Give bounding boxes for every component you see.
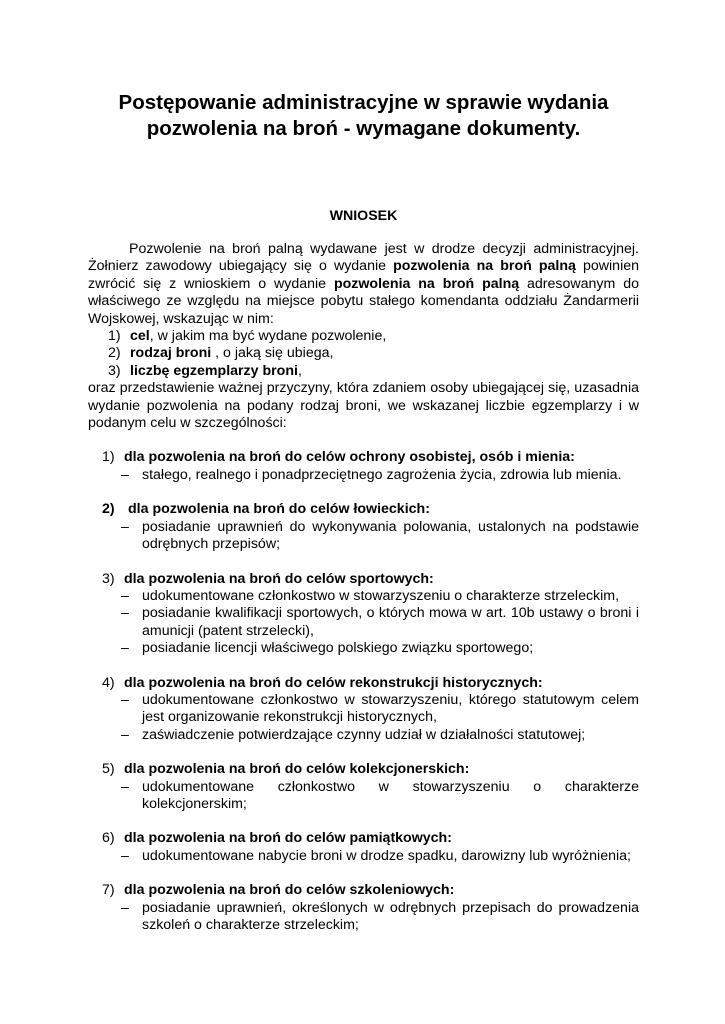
list-item-text: stałego, realnego i ponadprzeciętnego zagrożenia życia, zdrowia lub mienia. bbox=[142, 466, 622, 483]
section-title-text: dla pozwolenia na broń do celów łowieckich: bbox=[128, 501, 430, 518]
purpose-section-title bbox=[88, 830, 639, 847]
item-bold: liczbę egzemplarzy broni bbox=[130, 362, 298, 379]
list-item-text: posiadanie kwalifikacji sportowych, o których mowa w art. 10b ustawy o broni i amunicji (patent strzelecki), bbox=[142, 605, 639, 639]
item-text: , w jakim ma być wydane pozwolenie, bbox=[149, 328, 387, 345]
dash-bullet: – bbox=[121, 605, 129, 622]
purpose-section bbox=[88, 449, 639, 484]
purpose-section bbox=[88, 571, 639, 658]
purpose-section bbox=[88, 675, 639, 745]
intro-paragraph bbox=[88, 241, 639, 328]
list-item-text: posiadanie uprawnień do wykonywania polowania, ustalonych na podstawie odrębnych przepisów; bbox=[142, 518, 639, 553]
list-item bbox=[88, 345, 639, 362]
purpose-section bbox=[88, 501, 639, 553]
after-list-paragraph: oraz przedstawienie ważnej przyczyny, która zdaniem osoby ubiegającej się, uzasadnia wydanie pozwolenia na podany rodzaj broni, we wskazanej liczbie egzemplarzy i w podanym celu w szczególności: bbox=[88, 380, 639, 432]
section-title-text: dla pozwolenia na broń do celów kolekcjonerskich: bbox=[124, 761, 470, 778]
dash-bullet: – bbox=[121, 587, 129, 604]
list-item bbox=[88, 605, 639, 640]
intro-bold-1: pozwolenia na broń palną bbox=[393, 258, 576, 275]
section-number: 4) bbox=[102, 674, 115, 691]
purpose-section-title bbox=[88, 675, 639, 692]
dash-bullet: – bbox=[121, 726, 129, 743]
dash-bullet: – bbox=[121, 899, 129, 916]
requirement-dash-list bbox=[88, 900, 639, 935]
requirements-list bbox=[88, 328, 639, 380]
list-item bbox=[88, 640, 639, 657]
list-item bbox=[88, 779, 639, 814]
section-heading-wniosek: WNIOSEK bbox=[329, 208, 398, 224]
list-item bbox=[88, 519, 639, 554]
dash-bullet: – bbox=[121, 847, 129, 864]
list-item-text: udokumentowane nabycie broni w drodze spadku, darowizny lub wyróżnienia; bbox=[142, 847, 631, 864]
dash-bullet: – bbox=[121, 640, 129, 657]
item-text: , o jaką się ubiega, bbox=[211, 345, 334, 362]
purpose-section-title bbox=[88, 761, 639, 778]
list-item bbox=[88, 467, 639, 484]
document-page bbox=[88, 90, 639, 934]
section-number: 1) bbox=[102, 449, 115, 466]
purpose-sections bbox=[88, 449, 639, 934]
requirement-dash-list bbox=[88, 848, 639, 865]
list-item bbox=[88, 900, 639, 935]
purpose-section-title bbox=[88, 882, 639, 899]
intro-text-1: Pozwolenie na broń palną wydawane jest w drodze decyzji administracyjnej. Żołnierz zawodowy ubiegający się o wydanie bbox=[88, 241, 639, 275]
section-title-text: dla pozwolenia na broń do celów rekonstrukcji historycznych: bbox=[124, 674, 543, 691]
requirement-dash-list bbox=[88, 692, 639, 744]
item-number: 2) bbox=[108, 345, 121, 362]
section-number: 5) bbox=[102, 761, 115, 778]
purpose-section bbox=[88, 882, 639, 934]
requirement-dash-list bbox=[88, 779, 639, 814]
purpose-section-title bbox=[88, 501, 639, 518]
intro-text-2: powinien zwrócić się z wnioskiem o wydanie bbox=[88, 258, 640, 292]
section-number: 6) bbox=[102, 830, 115, 847]
section-title-text: dla pozwolenia na broń do celów szkoleniowych: bbox=[124, 882, 455, 899]
list-item bbox=[88, 363, 639, 380]
requirement-dash-list bbox=[88, 588, 639, 658]
intro-text-3: adresowanym do właściwego ze względu na miejsce pobytu stałego komendanta oddziału Żandarmerii Wojskowej, wskazując w nim: bbox=[88, 275, 639, 327]
item-bold: cel bbox=[130, 328, 150, 345]
list-item-text: posiadanie uprawnień, określonych w odrębnych przepisach do prowadzenia szkoleń o charakterze strzeleckim; bbox=[142, 899, 639, 933]
section-title-text: dla pozwolenia na broń do celów pamiątkowych: bbox=[124, 830, 452, 847]
document-title bbox=[88, 90, 639, 142]
dash-bullet: – bbox=[121, 778, 129, 795]
purpose-section bbox=[88, 830, 639, 865]
list-item bbox=[88, 328, 639, 345]
item-number: 1) bbox=[108, 328, 121, 345]
section-title-text: dla pozwolenia na broń do celów ochrony osobistej, osób i mienia: bbox=[124, 449, 575, 466]
dash-bullet: – bbox=[121, 466, 129, 483]
purpose-section-title bbox=[88, 449, 639, 466]
list-item-text: udokumentowane członkostwo w stowarzyszeniu o charakterze kolekcjonerskim; bbox=[142, 778, 639, 812]
list-item bbox=[88, 848, 639, 865]
item-text: , bbox=[297, 362, 302, 379]
item-bold: rodzaj broni bbox=[130, 345, 212, 362]
section-number: 7) bbox=[102, 882, 115, 899]
section-number: 2) bbox=[102, 501, 115, 518]
list-item-text: posiadanie licencji właściwego polskiego związku sportowego; bbox=[142, 640, 534, 657]
list-item bbox=[88, 588, 639, 605]
list-item-text: udokumentowane członkostwo w stowarzyszeniu, którego statutowym celem jest organizowanie rekonstrukcji historycznych, bbox=[142, 691, 639, 726]
section-title-text: dla pozwolenia na broń do celów sportowych: bbox=[124, 570, 434, 587]
dash-bullet: – bbox=[121, 691, 129, 708]
title-line-2: pozwolenia na broń - wymagane dokumenty. bbox=[146, 117, 581, 140]
title-line-1: Postępowanie administracyjne w sprawie wydania bbox=[118, 91, 609, 114]
section-number: 3) bbox=[102, 570, 115, 587]
list-item-text: zaświadczenie potwierdzające czynny udział w działalności statutowej; bbox=[142, 726, 586, 743]
list-item bbox=[88, 727, 639, 744]
purpose-section-title bbox=[88, 571, 639, 588]
purpose-section bbox=[88, 761, 639, 813]
item-number: 3) bbox=[108, 362, 121, 379]
list-item bbox=[88, 692, 639, 727]
intro-bold-2: pozwolenia na broń palną bbox=[333, 275, 520, 292]
requirement-dash-list bbox=[88, 467, 639, 484]
list-item-text: udokumentowane członkostwo w stowarzyszeniu o charakterze strzeleckim, bbox=[142, 587, 620, 604]
dash-bullet: – bbox=[121, 518, 129, 535]
requirement-dash-list bbox=[88, 519, 639, 554]
